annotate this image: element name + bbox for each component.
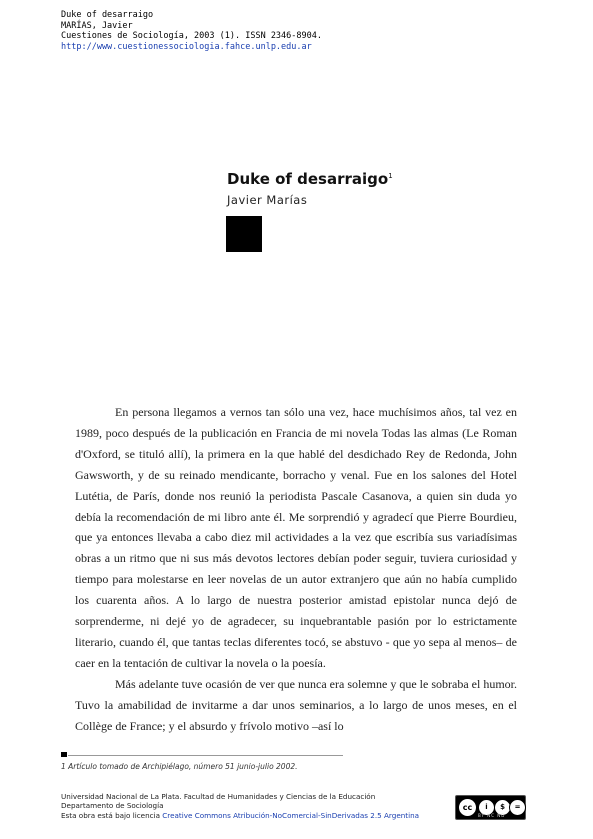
article-title-text: Duke of desarraigo: [227, 170, 389, 188]
license-link[interactable]: Creative Commons Atribución-NoComercial-SinDerivadas 2.5 Argentina: [162, 810, 420, 820]
cc-badge-strip: BY NC ND: [478, 813, 506, 818]
footer-department: Departamento de Sociología: [61, 801, 164, 811]
decorative-black-square: [226, 216, 262, 252]
body-paragraph-2: Más adelante tuve ocasión de ver que nunca era solemne y que le sobraba el humor. Tuvo la amabilidad de invitarme a dar unos seminarios, a lo largo de unos meses, en el Collège de France; y el absurdo y frívolo motivo –así lo: [75, 676, 517, 733]
footnote-marker: [61, 752, 67, 757]
license-prefix: Esta obra está bajo licencia: [61, 810, 163, 820]
footnote-divider: [68, 755, 343, 756]
noncommercial-icon: $: [494, 799, 511, 816]
footer-institution: Universidad Nacional de La Plata. Facultad de Humanidades y Ciencias de la Educación: [61, 792, 376, 801]
noderivatives-icon: =: [509, 799, 526, 816]
body-paragraph-1: En persona llegamos a vernos tan sólo una vez, hace muchísimos años, tal vez en 1989, poco después de la publicación en Francia de mi novela Todas las almas (Le Roman d'Oxford, se tituló allí), la primera en la que hablé del desdichado Rey de Redonda, John Gawsworth, y de su reinado mendicante, borracho y venal. Fue en los salones del Hotel Lutétia, de París, donde nos reunió la periodista Pascale Casanova, a quien sin duda yo debía la recomendación de mi libro ante él. Me sorprendió y agradecí que Pierre Bourdieu, que ya entonces llevaba a cabo diez mil actividades a la vez que escribía sus variadísimas obras a un ritmo que ni sus más devotos lectores debían poder seguir, tuviera curiosidad y tiempo para molestarse en leer novelas de un autor extranjero que aún no había cumplido los cuarenta años. A lo largo de nuestra posterior amistad epistolar nunca dejó de sorprenderme, ni dejé yo de agradecer, su inquebrantable pasión por lo estrictamente literario, cuando él, que tantas teclas diferentes tocó, se abstuvo - que yo sepa al menos– de caer en la tentación de cultivar la novela o la poesía.: [75, 405, 517, 670]
meta-citation: Cuestiones de Sociología, 2003 (1). ISSN 2346-8904.: [61, 31, 322, 41]
document-metadata: [61, 10, 322, 52]
cc-logo-icon: cc: [458, 798, 477, 817]
article-author: Javier Marías: [227, 193, 308, 207]
page-footer: [61, 792, 419, 820]
meta-url-link[interactable]: http://www.cuestionessociologia.fahce.unlp.edu.ar: [61, 41, 312, 52]
footer-license-line: [61, 811, 419, 820]
footnote-text: 1 Artículo tomado de Archipiélago, número 51 junio-julio 2002.: [61, 762, 298, 771]
meta-author: MARÍAS, Javier: [61, 20, 133, 31]
article-body: [75, 402, 517, 737]
attribution-icon: i: [478, 799, 495, 816]
creative-commons-badge[interactable]: [455, 795, 526, 820]
footnote-reference[interactable]: 1: [388, 172, 393, 180]
meta-title: Duke of desarraigo: [61, 10, 154, 20]
article-title: [227, 170, 393, 188]
